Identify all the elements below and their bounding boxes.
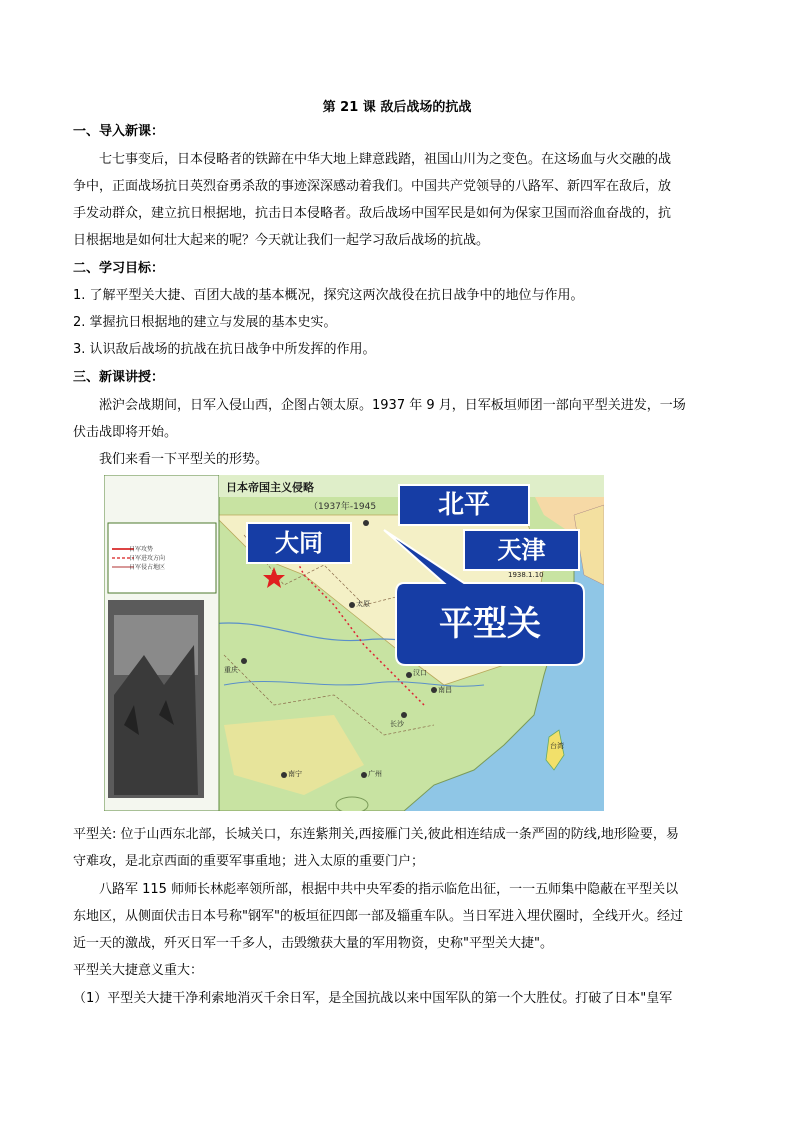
city-label-taiyuan: 太原 xyxy=(356,600,370,608)
city-dot xyxy=(431,687,437,693)
pxg-paragraph-line: 守难攻，是北京西面的重要军事重地；进入太原的重要门户； xyxy=(73,854,425,869)
beiping-label: 北平 xyxy=(437,490,490,520)
legend-item: 日军侵占地区 xyxy=(129,564,166,571)
map-legend xyxy=(129,545,165,572)
city-label-hankou: 汉口 xyxy=(413,669,427,677)
significance-line: （1）平型关大捷干净利索地消灭千余日军，是全国抗战以来中国军队的第一个大胜仗。打破了日本"皇军 xyxy=(73,991,673,1006)
lecture-paragraph-line: 我们来看一下平型关的形势。 xyxy=(99,452,269,467)
city-dot xyxy=(281,772,287,778)
city-dot xyxy=(401,712,407,718)
city-label-nanchang: 南昌 xyxy=(438,686,452,694)
city-label-changsha: 长沙 xyxy=(390,720,404,728)
map-header-title: 日本帝国主义侵略 xyxy=(226,481,314,494)
map-header-years: （1937年-1945 xyxy=(309,502,377,512)
objective-item: 2. 掌握抗日根据地的建立与发展的基本史实。 xyxy=(73,315,337,330)
pingxingguan-label: 平型关 xyxy=(439,604,541,644)
date-label: 1938.1.10 xyxy=(508,571,544,579)
lecture-paragraph-line: 淞沪会战期间，日军入侵山西，企图占领太原。1937 年 9 月，日军板垣师团一部向平型关进发，一场 xyxy=(99,398,686,413)
battle-paragraph-line: 近一天的激战，歼灭日军一千多人，击毁缴获大量的军用物资，史称"平型关大捷"。 xyxy=(73,936,553,951)
battle-paragraph-line: 八路军 115 师师长林彪率领所部，根据中共中央军委的指示临危出征，一一五师集中隐蔽在平型关以 xyxy=(99,882,679,897)
city-label-guangzhou: 广州 xyxy=(368,770,382,778)
objective-item: 3. 认识敌后战场的抗战在抗日战争中所发挥的作用。 xyxy=(73,342,376,357)
intro-paragraph-line: 日根据地是如何壮大起来的呢？今天就让我们一起学习敌后战场的抗战。 xyxy=(73,233,490,248)
pingxingguan-map xyxy=(104,475,604,811)
city-dot xyxy=(363,520,369,526)
significance-heading: 平型关大捷意义重大： xyxy=(73,963,204,978)
lesson-title: 第 21 课 敌后战场的抗战 xyxy=(322,100,472,115)
intro-paragraph-line: 七七事变后，日本侵略者的铁蹄在中华大地上肆意践踏，祖国山川为之变色。在这场血与火交融的战 xyxy=(99,152,672,167)
intro-paragraph-line: 手发动群众，建立抗日根据地，抗击日本侵略者。敌后战场中国军民是如何为保家卫国而浴血奋战的，抗 xyxy=(73,206,672,221)
tianjin-label: 天津 xyxy=(497,536,546,564)
city-label-taiwan: 台湾 xyxy=(550,742,564,750)
city-dot xyxy=(349,602,355,608)
lecture-paragraph-line: 伏击战即将开始。 xyxy=(73,425,178,440)
city-dot xyxy=(361,772,367,778)
city-label-nanning: 南宁 xyxy=(288,770,302,778)
section-heading-lecture: 三、新课讲授： xyxy=(73,370,165,385)
city-dot xyxy=(241,658,247,664)
section-heading-intro: 一、导入新课： xyxy=(73,124,165,139)
city-dot xyxy=(406,672,412,678)
intro-paragraph-line: 争中，正面战场抗日英烈奋勇杀敌的事迹深深感动着我们。中国共产党领导的八路军、新四军在敌后，放 xyxy=(73,179,672,194)
objective-item: 1. 了解平型关大捷、百团大战的基本概况，探究这两次战役在抗日战争中的地位与作用。 xyxy=(73,288,584,303)
datong-label: 大同 xyxy=(275,529,323,557)
legend-item: 日军攻势 xyxy=(129,546,154,553)
legend-item: 日军进攻方向 xyxy=(129,555,166,562)
city-label-chongqing: 重庆 xyxy=(224,666,238,674)
section-heading-objectives: 二、学习目标： xyxy=(73,261,165,276)
hainan-island xyxy=(336,797,368,811)
battle-paragraph-line: 东地区，从侧面伏击日本号称"钢军"的板垣征四郎一部及辎重车队。当日军进入埋伏圈时，全线开火。经过 xyxy=(73,909,683,924)
pxg-paragraph-line: 平型关: 位于山西东北部，长城关口，东连紫荆关,西接雁门关,彼此相连结成一条严固的防线,地形险要，易 xyxy=(73,827,679,842)
